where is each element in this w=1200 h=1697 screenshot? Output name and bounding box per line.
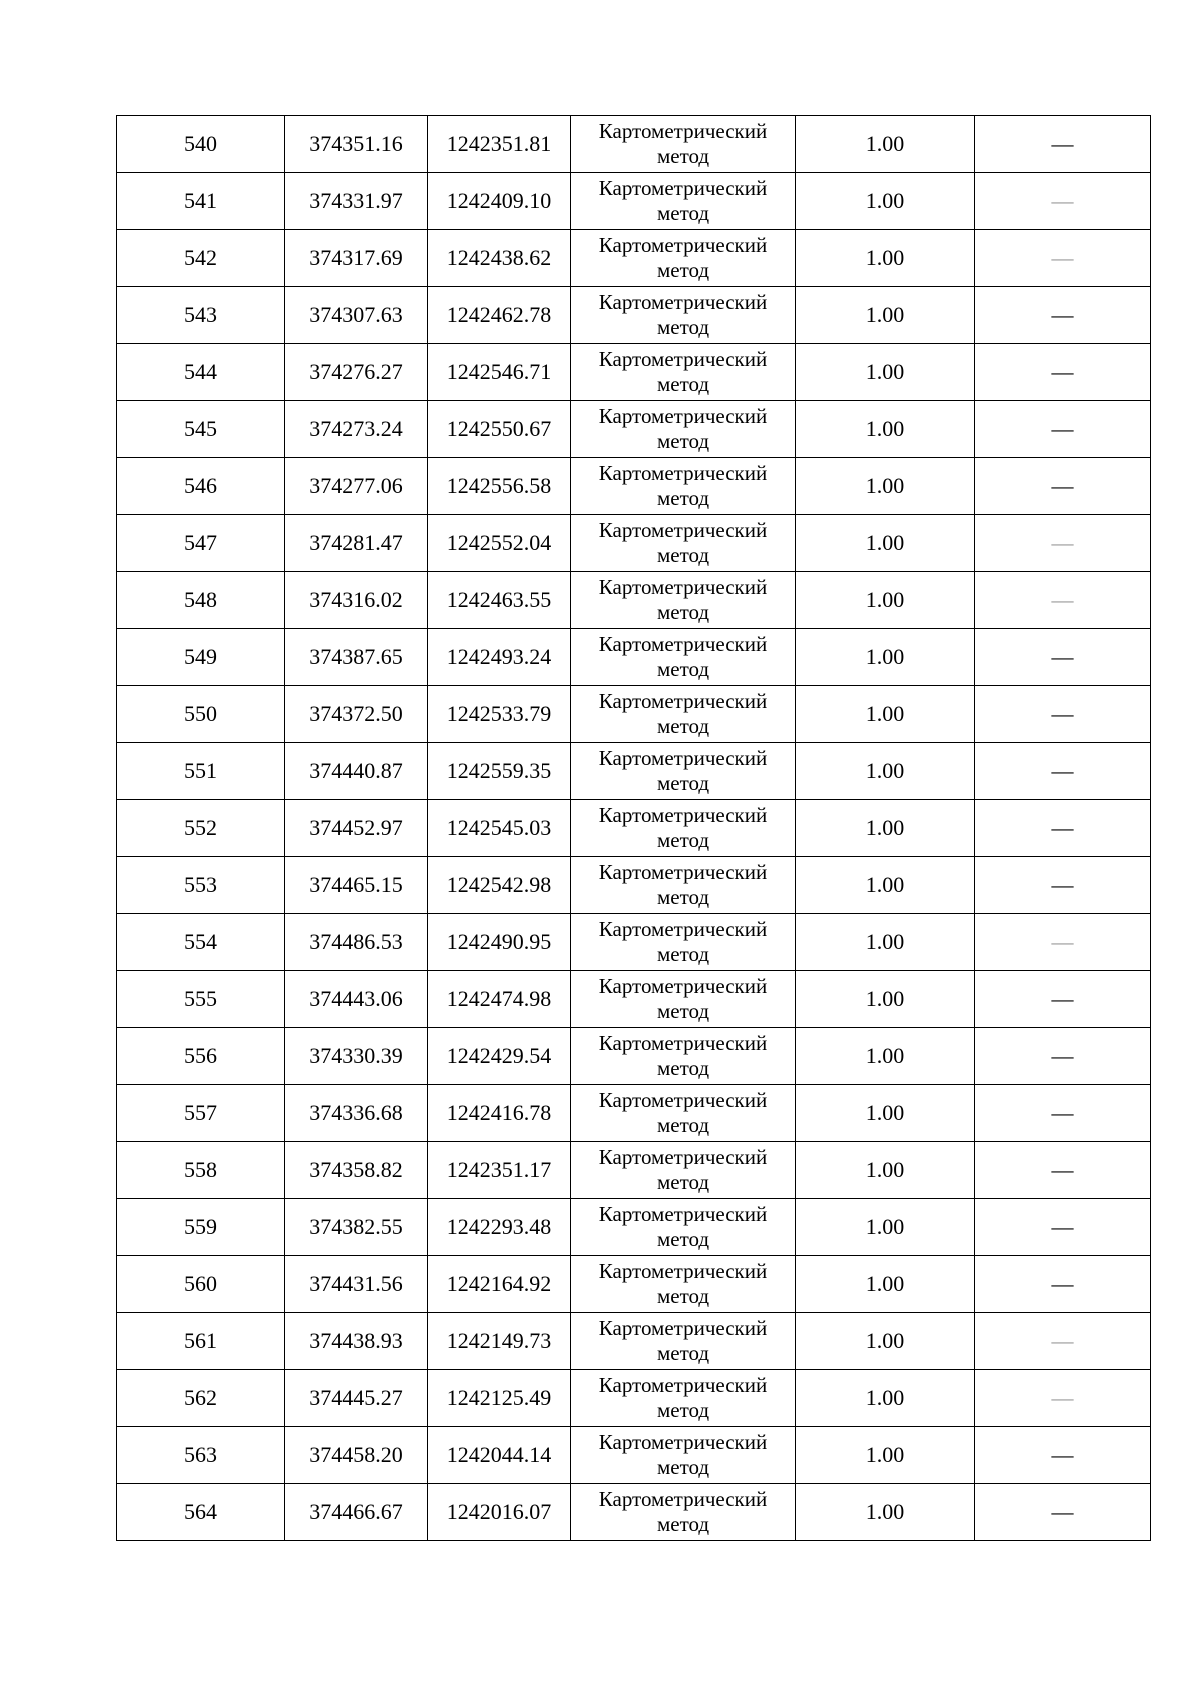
x-coordinate-cell: 374276.27 bbox=[285, 344, 428, 401]
dash-mark: — bbox=[1051, 1327, 1074, 1353]
note-cell bbox=[975, 857, 1151, 914]
method-cell: Картометрический метод bbox=[571, 629, 796, 686]
x-coordinate-cell: 374382.55 bbox=[285, 1199, 428, 1256]
method-cell: Картометрический метод bbox=[571, 1313, 796, 1370]
table-row bbox=[117, 629, 1151, 686]
method-cell: Картометрический метод bbox=[571, 857, 796, 914]
note-cell bbox=[975, 458, 1151, 515]
y-coordinate-cell: 1242542.98 bbox=[428, 857, 571, 914]
table-row bbox=[117, 743, 1151, 800]
method-cell: Картометрический метод bbox=[571, 572, 796, 629]
method-cell: Картометрический метод bbox=[571, 230, 796, 287]
coordinates-table bbox=[116, 115, 1151, 1541]
y-coordinate-cell: 1242164.92 bbox=[428, 1256, 571, 1313]
method-cell: Картометрический метод bbox=[571, 1028, 796, 1085]
table-row bbox=[117, 515, 1151, 572]
note-cell bbox=[975, 287, 1151, 344]
x-coordinate-cell: 374351.16 bbox=[285, 116, 428, 173]
dash-mark: — bbox=[1051, 358, 1074, 384]
x-coordinate-cell: 374486.53 bbox=[285, 914, 428, 971]
method-cell: Картометрический метод bbox=[571, 686, 796, 743]
table-row bbox=[117, 401, 1151, 458]
dash-mark: — bbox=[1051, 1099, 1074, 1125]
dash-mark: — bbox=[1051, 1498, 1074, 1524]
accuracy-cell: 1.00 bbox=[796, 401, 975, 458]
table-row bbox=[117, 344, 1151, 401]
y-coordinate-cell: 1242474.98 bbox=[428, 971, 571, 1028]
table-row bbox=[117, 572, 1151, 629]
method-cell: Картометрический метод bbox=[571, 116, 796, 173]
table-row bbox=[117, 1427, 1151, 1484]
point-number-cell: 541 bbox=[117, 173, 285, 230]
y-coordinate-cell: 1242546.71 bbox=[428, 344, 571, 401]
y-coordinate-cell: 1242429.54 bbox=[428, 1028, 571, 1085]
dash-mark: — bbox=[1051, 928, 1074, 954]
note-cell bbox=[975, 629, 1151, 686]
y-coordinate-cell: 1242556.58 bbox=[428, 458, 571, 515]
note-cell bbox=[975, 344, 1151, 401]
x-coordinate-cell: 374336.68 bbox=[285, 1085, 428, 1142]
point-number-cell: 540 bbox=[117, 116, 285, 173]
y-coordinate-cell: 1242416.78 bbox=[428, 1085, 571, 1142]
point-number-cell: 562 bbox=[117, 1370, 285, 1427]
method-cell: Картометрический метод bbox=[571, 743, 796, 800]
accuracy-cell: 1.00 bbox=[796, 116, 975, 173]
note-cell bbox=[975, 1256, 1151, 1313]
point-number-cell: 553 bbox=[117, 857, 285, 914]
table-row bbox=[117, 173, 1151, 230]
point-number-cell: 545 bbox=[117, 401, 285, 458]
point-number-cell: 550 bbox=[117, 686, 285, 743]
y-coordinate-cell: 1242559.35 bbox=[428, 743, 571, 800]
note-cell bbox=[975, 230, 1151, 287]
point-number-cell: 547 bbox=[117, 515, 285, 572]
y-coordinate-cell: 1242016.07 bbox=[428, 1484, 571, 1541]
x-coordinate-cell: 374440.87 bbox=[285, 743, 428, 800]
table-row bbox=[117, 1199, 1151, 1256]
accuracy-cell: 1.00 bbox=[796, 230, 975, 287]
dash-mark: — bbox=[1051, 415, 1074, 441]
note-cell bbox=[975, 743, 1151, 800]
dash-mark: — bbox=[1051, 643, 1074, 669]
table-row bbox=[117, 1085, 1151, 1142]
point-number-cell: 559 bbox=[117, 1199, 285, 1256]
note-cell bbox=[975, 116, 1151, 173]
dash-mark: — bbox=[1051, 757, 1074, 783]
x-coordinate-cell: 374443.06 bbox=[285, 971, 428, 1028]
note-cell bbox=[975, 914, 1151, 971]
point-number-cell: 543 bbox=[117, 287, 285, 344]
table-row bbox=[117, 800, 1151, 857]
point-number-cell: 557 bbox=[117, 1085, 285, 1142]
dash-mark: — bbox=[1051, 529, 1074, 555]
table-row bbox=[117, 1370, 1151, 1427]
note-cell bbox=[975, 1028, 1151, 1085]
accuracy-cell: 1.00 bbox=[796, 914, 975, 971]
x-coordinate-cell: 374387.65 bbox=[285, 629, 428, 686]
dash-mark: — bbox=[1051, 814, 1074, 840]
table-row bbox=[117, 914, 1151, 971]
y-coordinate-cell: 1242462.78 bbox=[428, 287, 571, 344]
y-coordinate-cell: 1242293.48 bbox=[428, 1199, 571, 1256]
table-row bbox=[117, 971, 1151, 1028]
accuracy-cell: 1.00 bbox=[796, 287, 975, 344]
note-cell bbox=[975, 1199, 1151, 1256]
method-cell: Картометрический метод bbox=[571, 914, 796, 971]
y-coordinate-cell: 1242351.17 bbox=[428, 1142, 571, 1199]
accuracy-cell: 1.00 bbox=[796, 1256, 975, 1313]
point-number-cell: 556 bbox=[117, 1028, 285, 1085]
method-cell: Картометрический метод bbox=[571, 458, 796, 515]
accuracy-cell: 1.00 bbox=[796, 971, 975, 1028]
accuracy-cell: 1.00 bbox=[796, 857, 975, 914]
method-cell: Картометрический метод bbox=[571, 1256, 796, 1313]
note-cell bbox=[975, 1313, 1151, 1370]
note-cell bbox=[975, 572, 1151, 629]
dash-mark: — bbox=[1051, 187, 1074, 213]
dash-mark: — bbox=[1051, 1384, 1074, 1410]
dash-mark: — bbox=[1051, 301, 1074, 327]
table-row bbox=[117, 230, 1151, 287]
accuracy-cell: 1.00 bbox=[796, 1313, 975, 1370]
x-coordinate-cell: 374466.67 bbox=[285, 1484, 428, 1541]
y-coordinate-cell: 1242125.49 bbox=[428, 1370, 571, 1427]
note-cell bbox=[975, 1427, 1151, 1484]
method-cell: Картометрический метод bbox=[571, 800, 796, 857]
method-cell: Картометрический метод bbox=[571, 971, 796, 1028]
dash-mark: — bbox=[1051, 244, 1074, 270]
dash-mark: — bbox=[1051, 130, 1074, 156]
dash-mark: — bbox=[1051, 1441, 1074, 1467]
y-coordinate-cell: 1242533.79 bbox=[428, 686, 571, 743]
x-coordinate-cell: 374331.97 bbox=[285, 173, 428, 230]
point-number-cell: 560 bbox=[117, 1256, 285, 1313]
method-cell: Картометрический метод bbox=[571, 1370, 796, 1427]
accuracy-cell: 1.00 bbox=[796, 743, 975, 800]
x-coordinate-cell: 374281.47 bbox=[285, 515, 428, 572]
dash-mark: — bbox=[1051, 1213, 1074, 1239]
table-row bbox=[117, 686, 1151, 743]
point-number-cell: 564 bbox=[117, 1484, 285, 1541]
x-coordinate-cell: 374277.06 bbox=[285, 458, 428, 515]
y-coordinate-cell: 1242149.73 bbox=[428, 1313, 571, 1370]
dash-mark: — bbox=[1051, 472, 1074, 498]
dash-mark: — bbox=[1051, 1156, 1074, 1182]
point-number-cell: 552 bbox=[117, 800, 285, 857]
y-coordinate-cell: 1242550.67 bbox=[428, 401, 571, 458]
note-cell bbox=[975, 1484, 1151, 1541]
y-coordinate-cell: 1242438.62 bbox=[428, 230, 571, 287]
accuracy-cell: 1.00 bbox=[796, 1085, 975, 1142]
x-coordinate-cell: 374317.69 bbox=[285, 230, 428, 287]
x-coordinate-cell: 374330.39 bbox=[285, 1028, 428, 1085]
x-coordinate-cell: 374358.82 bbox=[285, 1142, 428, 1199]
point-number-cell: 561 bbox=[117, 1313, 285, 1370]
point-number-cell: 558 bbox=[117, 1142, 285, 1199]
point-number-cell: 544 bbox=[117, 344, 285, 401]
method-cell: Картометрический метод bbox=[571, 287, 796, 344]
dash-mark: — bbox=[1051, 985, 1074, 1011]
method-cell: Картометрический метод bbox=[571, 1199, 796, 1256]
note-cell bbox=[975, 686, 1151, 743]
note-cell bbox=[975, 1370, 1151, 1427]
accuracy-cell: 1.00 bbox=[796, 1028, 975, 1085]
coordinates-table-body bbox=[117, 116, 1151, 1541]
method-cell: Картометрический метод bbox=[571, 1142, 796, 1199]
table-row bbox=[117, 1028, 1151, 1085]
table-row bbox=[117, 287, 1151, 344]
point-number-cell: 549 bbox=[117, 629, 285, 686]
note-cell bbox=[975, 515, 1151, 572]
accuracy-cell: 1.00 bbox=[796, 1427, 975, 1484]
method-cell: Картометрический метод bbox=[571, 515, 796, 572]
dash-mark: — bbox=[1051, 1042, 1074, 1068]
method-cell: Картометрический метод bbox=[571, 344, 796, 401]
method-cell: Картометрический метод bbox=[571, 1484, 796, 1541]
note-cell bbox=[975, 1142, 1151, 1199]
dash-mark: — bbox=[1051, 586, 1074, 612]
x-coordinate-cell: 374307.63 bbox=[285, 287, 428, 344]
note-cell bbox=[975, 800, 1151, 857]
x-coordinate-cell: 374316.02 bbox=[285, 572, 428, 629]
x-coordinate-cell: 374372.50 bbox=[285, 686, 428, 743]
point-number-cell: 542 bbox=[117, 230, 285, 287]
y-coordinate-cell: 1242409.10 bbox=[428, 173, 571, 230]
accuracy-cell: 1.00 bbox=[796, 686, 975, 743]
dash-mark: — bbox=[1051, 871, 1074, 897]
method-cell: Картометрический метод bbox=[571, 173, 796, 230]
y-coordinate-cell: 1242493.24 bbox=[428, 629, 571, 686]
y-coordinate-cell: 1242490.95 bbox=[428, 914, 571, 971]
accuracy-cell: 1.00 bbox=[796, 173, 975, 230]
y-coordinate-cell: 1242552.04 bbox=[428, 515, 571, 572]
x-coordinate-cell: 374431.56 bbox=[285, 1256, 428, 1313]
point-number-cell: 546 bbox=[117, 458, 285, 515]
point-number-cell: 548 bbox=[117, 572, 285, 629]
accuracy-cell: 1.00 bbox=[796, 800, 975, 857]
accuracy-cell: 1.00 bbox=[796, 1484, 975, 1541]
x-coordinate-cell: 374452.97 bbox=[285, 800, 428, 857]
accuracy-cell: 1.00 bbox=[796, 572, 975, 629]
note-cell bbox=[975, 1085, 1151, 1142]
x-coordinate-cell: 374273.24 bbox=[285, 401, 428, 458]
table-row bbox=[117, 1313, 1151, 1370]
table-row bbox=[117, 857, 1151, 914]
note-cell bbox=[975, 401, 1151, 458]
accuracy-cell: 1.00 bbox=[796, 344, 975, 401]
x-coordinate-cell: 374438.93 bbox=[285, 1313, 428, 1370]
x-coordinate-cell: 374445.27 bbox=[285, 1370, 428, 1427]
table-row bbox=[117, 458, 1151, 515]
table-row bbox=[117, 116, 1151, 173]
table-row bbox=[117, 1484, 1151, 1541]
dash-mark: — bbox=[1051, 700, 1074, 726]
point-number-cell: 551 bbox=[117, 743, 285, 800]
point-number-cell: 563 bbox=[117, 1427, 285, 1484]
method-cell: Картометрический метод bbox=[571, 401, 796, 458]
note-cell bbox=[975, 173, 1151, 230]
method-cell: Картометрический метод bbox=[571, 1427, 796, 1484]
y-coordinate-cell: 1242351.81 bbox=[428, 116, 571, 173]
y-coordinate-cell: 1242044.14 bbox=[428, 1427, 571, 1484]
accuracy-cell: 1.00 bbox=[796, 1142, 975, 1199]
point-number-cell: 554 bbox=[117, 914, 285, 971]
accuracy-cell: 1.00 bbox=[796, 458, 975, 515]
point-number-cell: 555 bbox=[117, 971, 285, 1028]
y-coordinate-cell: 1242463.55 bbox=[428, 572, 571, 629]
dash-mark: — bbox=[1051, 1270, 1074, 1296]
accuracy-cell: 1.00 bbox=[796, 1199, 975, 1256]
table-row bbox=[117, 1256, 1151, 1313]
accuracy-cell: 1.00 bbox=[796, 1370, 975, 1427]
table-row bbox=[117, 1142, 1151, 1199]
accuracy-cell: 1.00 bbox=[796, 515, 975, 572]
y-coordinate-cell: 1242545.03 bbox=[428, 800, 571, 857]
note-cell bbox=[975, 971, 1151, 1028]
x-coordinate-cell: 374465.15 bbox=[285, 857, 428, 914]
method-cell: Картометрический метод bbox=[571, 1085, 796, 1142]
x-coordinate-cell: 374458.20 bbox=[285, 1427, 428, 1484]
accuracy-cell: 1.00 bbox=[796, 629, 975, 686]
